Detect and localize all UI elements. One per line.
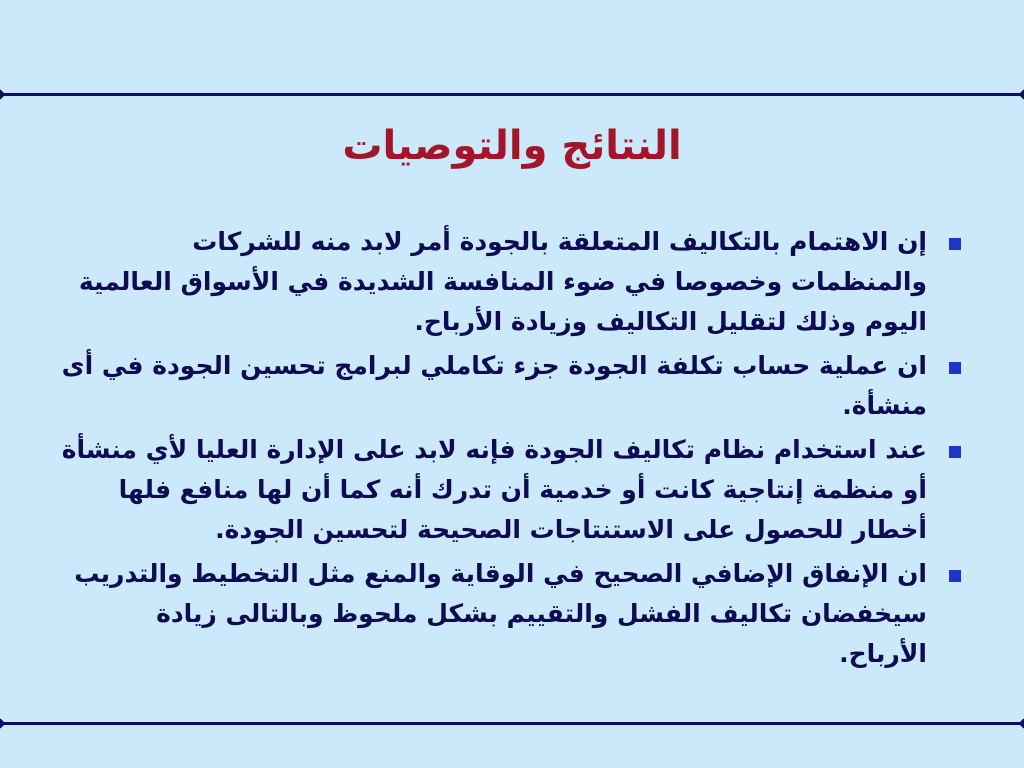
- bottom-divider: [0, 722, 1024, 725]
- square-bullet-icon: [949, 570, 961, 582]
- divider-end-diamond: [0, 719, 5, 729]
- square-bullet-icon: [949, 446, 961, 458]
- bullet-text: ان عملية حساب تكلفة الجودة جزء تكاملي لبرامج تحسين الجودة في أى منشأة.: [61, 351, 927, 420]
- bullet-text: ان الإنفاق الإضافي الصحيح في الوقاية والمنع مثل التخطيط والتدريب سيخفضان تكاليف الفشل والتقييم بشكل ملحوظ وبالتالى زيادة الأرباح.: [74, 559, 927, 668]
- bullet-item: [60, 430, 965, 550]
- bullet-text: عند استخدام نظام تكاليف الجودة فإنه لابد على الإدارة العليا لأي منشأة أو منظمة إنتاجية كانت أو خدمية أن تدرك أنه كما أن لها منافع فلها أخطار للحصول على الاستنتاجات الصحيحة لتحسين الجودة.: [61, 435, 927, 544]
- square-bullet-icon: [949, 238, 961, 250]
- bullet-item: [60, 554, 965, 674]
- divider-end-diamond: [1019, 90, 1024, 100]
- bullet-item: [60, 222, 965, 342]
- top-divider: [0, 93, 1024, 96]
- square-bullet-icon: [949, 362, 961, 374]
- bullet-item: [60, 346, 965, 426]
- divider-end-diamond: [1019, 719, 1024, 729]
- slide-title: النتائج والتوصيات: [342, 123, 682, 169]
- bullet-list: [60, 222, 965, 678]
- divider-end-diamond: [0, 90, 5, 100]
- bullet-text: إن الاهتمام بالتكاليف المتعلقة بالجودة أمر لابد منه للشركات والمنظمات وخصوصا في ضوء المنافسة الشديدة في الأسواق العالمية اليوم وذلك لتقليل التكاليف وزيادة الأرباح.: [78, 227, 927, 336]
